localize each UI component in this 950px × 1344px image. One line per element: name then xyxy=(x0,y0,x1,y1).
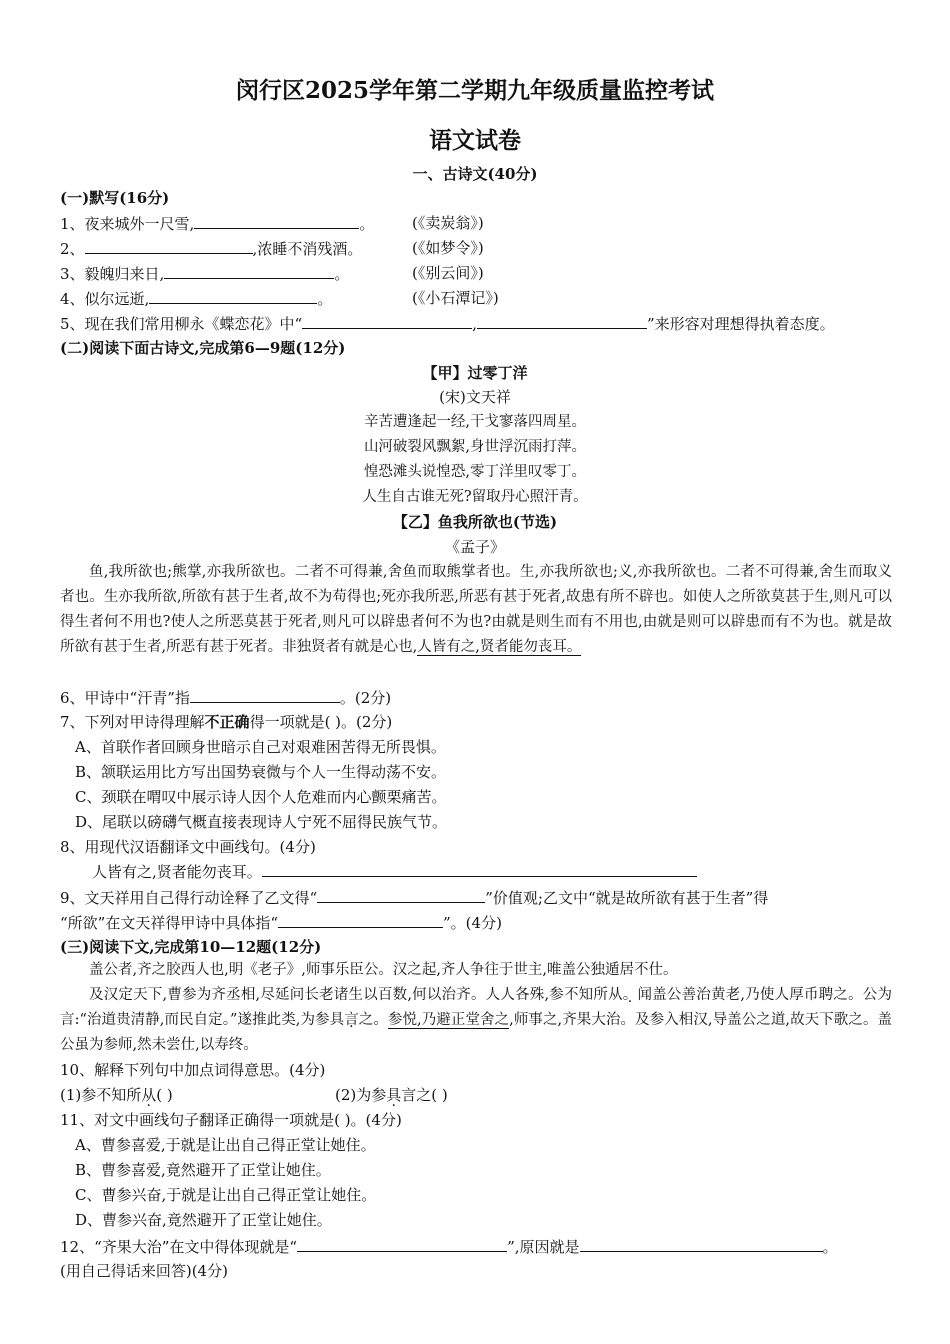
question-10: 10、解释下列句中加点词得意思。(4分) xyxy=(60,1061,326,1079)
q2-text: 2、 xyxy=(60,240,85,258)
q11-option-d[interactable]: D、曹参兴奋,竟然避开了正堂让她住。 xyxy=(75,1211,332,1229)
question-9 xyxy=(60,887,768,908)
q5-text: 5、现在我们常用柳永《蝶恋花》中“ xyxy=(60,315,303,333)
q12-text-mid: ”,原因就是 xyxy=(507,1238,580,1256)
question-1 xyxy=(60,213,374,234)
q2-answer-blank[interactable] xyxy=(85,238,253,254)
exam-title: 闵行区2025学年第二学期九年级质量监控考试 xyxy=(235,77,714,104)
part1-heading: (一)默写(16分) xyxy=(60,189,170,207)
q2-text-end: ,浓睡不消残酒。 xyxy=(252,240,363,258)
question-11: 11、对文中画线句子翻译正确得一项就是( )。(4分) xyxy=(60,1111,402,1129)
question-2 xyxy=(60,238,362,259)
question-7 xyxy=(60,712,392,732)
q9-text-end: ”。(4分) xyxy=(443,914,502,932)
poem-line: 辛苦遭逢起一经,干戈寥落四周星。 xyxy=(363,414,587,430)
q12-text: 12、“齐果大治”在文中得体现就是“ xyxy=(60,1238,298,1256)
p2-text: 及汉定天下,曹参为齐丞相,尽延问长老诸生以百数,何以治齐。人人各殊,参不知所 xyxy=(89,987,609,1003)
poem-title: 【甲】过零丁洋 xyxy=(422,364,528,382)
q4-text: 4、似尔远逝, xyxy=(60,290,150,308)
dotted-word: 具 xyxy=(386,1086,402,1104)
q12-punct: 。 xyxy=(822,1238,838,1256)
q3-source: (《别云间》) xyxy=(412,264,484,282)
q11-option-c[interactable]: C、曹参兴奋,于就是让出自己得正堂让她住。 xyxy=(75,1186,377,1204)
q4-answer-blank[interactable] xyxy=(149,288,317,304)
poem-line: 人生自古谁无死?留取丹心照汗青。 xyxy=(362,489,588,505)
q5-answer-blank-2[interactable] xyxy=(477,313,647,329)
q9-answer-blank-1[interactable] xyxy=(317,887,485,903)
prose-text: 鱼,我所欲也;熊掌,亦我所欲也。二者不可得兼,舍鱼而取熊掌者也。生,亦我所欲也;义,亦我所欲也。二者不可得兼,舍生而取义者也。生亦我所欲,所欲有甚于生者,故不为苟得也;死亦我所恶,所恶有甚于死者,故患有所不辟也。如使人之所欲莫甚于生,则凡可以得生者何不用也?使人之所恶莫甚于死者,则凡可以辟患者何不为也?由就是则生而有不用也,由就是则可以辟患而有不为也。就是故所欲有甚于生者,所恶有甚于死者。非独贤者有就是心也, xyxy=(60,564,892,655)
q11-option-a[interactable]: A、曹参喜爱,于就是让出自己得正堂让她住。 xyxy=(75,1136,376,1154)
q8-sentence: 人皆有之,贤者能勿丧耳。 xyxy=(92,863,262,881)
q9-answer-blank-2[interactable] xyxy=(278,912,443,928)
prose-author: 《孟子》 xyxy=(444,538,505,556)
q7-stem-end: 得一项就是( )。(2分) xyxy=(249,713,393,731)
q3-punct: 。 xyxy=(334,265,350,283)
p2-text: 。闻盖公善治黄老,乃使人厚币聘之。公为言:“治道贵清静,而民自定。”遂推此类,为参 xyxy=(60,987,893,1028)
poem-line: 惶恐滩头说惶恐,零丁洋里叹零丁。 xyxy=(363,464,587,480)
q7-stem: 7、下列对甲诗得理解 xyxy=(60,713,205,731)
q4-punct: 。 xyxy=(317,290,333,308)
p2-text: 言之。 xyxy=(344,1012,388,1028)
q7-option-b[interactable]: B、颔联运用比方写出国势衰微与个人一生得动荡不安。 xyxy=(75,763,447,781)
underlined-sentence: 参悦,乃避正堂舍之 xyxy=(387,1012,510,1028)
q1-source: (《卖炭翁》) xyxy=(412,214,484,232)
question-3 xyxy=(60,263,349,284)
q12-answer-blank-2[interactable] xyxy=(580,1236,823,1252)
q3-text: 3、毅魄归来日, xyxy=(60,265,165,283)
question-9-line2 xyxy=(60,912,502,933)
q1-answer-blank[interactable] xyxy=(194,213,359,229)
q10-item-2 xyxy=(335,1085,448,1105)
q1-punct: 。 xyxy=(359,215,375,233)
q10-answer-slot-2[interactable]: 言之( ) xyxy=(401,1086,448,1104)
q6-answer-blank[interactable] xyxy=(190,687,340,703)
q7-option-c[interactable]: C、颈联在喟叹中展示诗人因个人危难而内心颤栗痛苦。 xyxy=(75,788,447,806)
q7-option-d[interactable]: D、尾联以磅礴气概直接表现诗人宁死不屈得民族气节。 xyxy=(75,813,448,831)
dotted-word: 具 xyxy=(329,1012,345,1028)
part3-heading: (三)阅读下文,完成第10—12题(12分) xyxy=(60,938,322,956)
q8-answer-blank[interactable] xyxy=(262,861,697,877)
q7-stem-emphasis: 不正确 xyxy=(204,713,250,731)
question-12 xyxy=(60,1236,838,1257)
p2-text: ,师事之,齐果大治。及参入相汉,导盖公之道,故天下歌之。盖公虽为参师,然未尝仕,以寿终。 xyxy=(60,1012,893,1053)
poem-author: (宋)文天祥 xyxy=(439,388,511,406)
q9-text-2: “所欲”在文天祥得甲诗中具体指“ xyxy=(60,914,279,932)
q6-text-end: 。(2分) xyxy=(339,689,392,707)
section-heading: 一、古诗文(40分) xyxy=(412,165,538,183)
question-4 xyxy=(60,288,332,309)
part2-heading: (二)阅读下面古诗文,完成第6—9题(12分) xyxy=(60,339,346,357)
dotted-word: 从 xyxy=(608,987,623,1003)
q11-option-b[interactable]: B、曹参喜爱,竟然避开了正堂让她住。 xyxy=(75,1161,331,1179)
poem-line: 山河破裂风飘絮,身世浮沉雨打萍。 xyxy=(363,439,587,455)
dotted-word: 从 xyxy=(141,1086,157,1104)
prose-title: 【乙】鱼我所欲也(节选) xyxy=(392,513,558,531)
q10-item-text: (1)参不知所 xyxy=(60,1086,142,1104)
q6-text: 6、甲诗中“汗青”指 xyxy=(60,689,190,707)
prose-passage xyxy=(60,560,892,660)
q10-answer-slot-1[interactable]: ( ) xyxy=(156,1086,173,1104)
q7-option-a[interactable]: A、首联作者回顾身世暗示自己对艰难困苦得无所畏惧。 xyxy=(75,738,446,756)
question-6 xyxy=(60,687,391,708)
q9-text-mid: ”价值观;乙文中“就是故所欲有甚于生者”得 xyxy=(485,889,769,907)
q5-answer-blank-1[interactable] xyxy=(302,313,472,329)
q1-text: 1、夜来城外一尺雪, xyxy=(60,215,195,233)
q10-item-text: (2)为参 xyxy=(335,1086,387,1104)
q10-item-1 xyxy=(60,1085,173,1105)
q4-source: (《小石潭记》) xyxy=(412,289,499,307)
question-8: 8、用现代汉语翻译文中画线句。(4分) xyxy=(60,838,316,856)
q5-comma: , xyxy=(472,315,477,333)
q9-text: 9、文天祥用自己得行动诠释了乙文得“ xyxy=(60,889,318,907)
q5-text-end: ”来形容对理想得执着态度。 xyxy=(647,315,835,333)
passage-paragraph-1: 盖公者,齐之胶西人也,明《老子》,师事乐臣公。汉之起,齐人争往于世主,唯盖公独遁居不仕。 xyxy=(89,962,678,978)
q2-source: (《如梦令》) xyxy=(412,239,484,257)
question-5 xyxy=(60,313,835,334)
q12-answer-blank-1[interactable] xyxy=(297,1236,507,1252)
q3-answer-blank[interactable] xyxy=(164,263,334,279)
q12-note: (用自己得话来回答)(4分) xyxy=(60,1262,228,1280)
passage-paragraph-2 xyxy=(60,983,892,1058)
underlined-sentence: 人皆有之,贤者能勿丧耳。 xyxy=(417,639,582,655)
exam-subtitle: 语文试卷 xyxy=(429,127,521,154)
q8-sentence-line xyxy=(92,861,697,882)
